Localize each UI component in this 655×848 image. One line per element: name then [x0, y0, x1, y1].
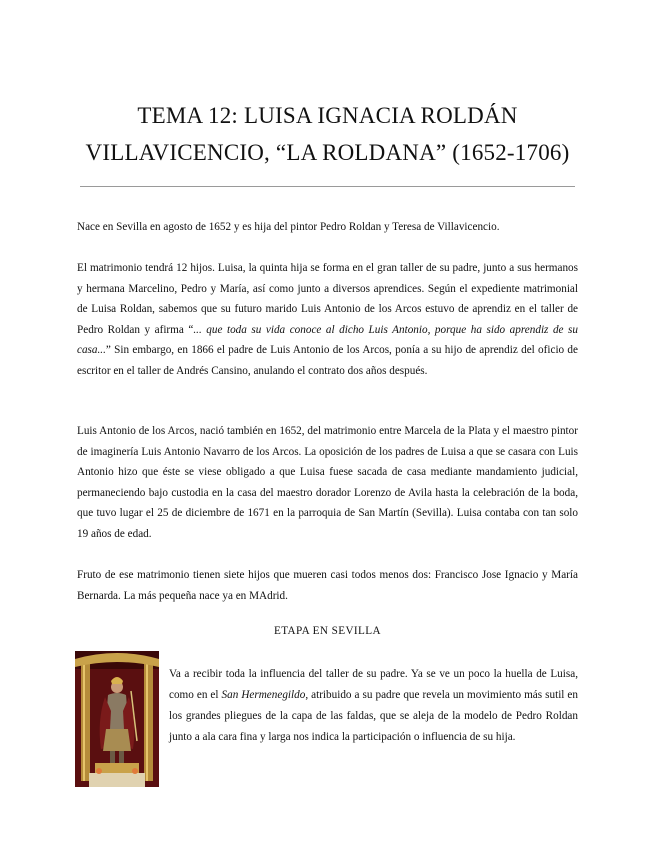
sculpture-illustration	[75, 651, 159, 787]
artwork-title: San Hermenegildo	[221, 689, 306, 701]
paragraph-text: Va a recibir toda la influencia del taller de su padre. Ya se ve un poco la huella de Luisa, como en el	[169, 668, 578, 701]
page-title	[60, 97, 595, 171]
paragraph-text: ” Sin embargo, en 1866 el padre de Luis Antonio de los Arcos, ponía a su hijo de aprendiz del oficio de escritor en el taller de Andrés Cansino, anulando el contrato dos años después.	[77, 344, 578, 377]
san-hermenegildo-image	[75, 651, 159, 787]
paragraph-husband: Luis Antonio de los Arcos, nació también en 1652, del matrimonio entre Marcela de la Plata y el maestro pintor de imaginería Luis Antonio Navarro de los Arcos. La oposición de los padres de Luisa a que se casara con Luis Antonio hizo que éste se viese obligado a que Luisa fuese sacada de casa mediante mandamiento judicial, permaneciendo bajo custodia en la casa del maestro dorador Lorenzo de Avila hasta la celebración de la boda, que tuvo lugar el 25 de diciembre de 1671 en la parroquia de San Martín (Sevilla). Luisa contaba con tan solo 19 años de edad.	[77, 425, 578, 540]
quoted-testimony: ... que toda su vida conoce al dicho Luis Antonio, porque ha sido aprendiz de su casa...	[77, 323, 578, 357]
title-divider	[80, 186, 575, 187]
title-line-2: VILLAVICENCIO, “LA ROLDANA” (1652-1706)	[85, 140, 570, 165]
paragraph-text: , atribuido a su padre que revela un movimiento más sutil en los grandes pliegues de la capa de las faldas, que se aleja de la modelo de Pedro Roldan junto a ala cara fina y larga nos indica la participación o influencia de su hija.	[169, 689, 578, 743]
paragraph-text: El matrimonio tendrá 12 hijos. Luisa, la quinta hija se forma en el gran taller de su padre, junto a sus hermanos y hermana Marcelino, Pedro y María, así como junto a diversos aprendices. Según el expediente matrimonial de Luisa Roldan, sabemos que su futuro marido Luis Antonio de los Arcos estuvo de aprendiz en el taller de Pedro Roldan y afirma “	[77, 262, 578, 336]
paragraph-birth: Nace en Sevilla en agosto de 1652 y es hija del pintor Pedro Roldan y Teresa de Villavicencio.	[77, 221, 500, 233]
paragraph-children: Fruto de ese matrimonio tienen siete hijos que mueren casi todos menos dos: Francisco Jose Ignacio y María Bernarda. La más pequeña nace ya en MAdrid.	[77, 569, 578, 602]
title-line-1: TEMA 12: LUISA IGNACIA ROLDÁN	[137, 103, 518, 128]
paragraph-sevilla-stage	[169, 664, 578, 748]
paragraph-marriage	[77, 258, 578, 382]
section-heading: ETAPA EN SEVILLA	[273, 625, 382, 637]
